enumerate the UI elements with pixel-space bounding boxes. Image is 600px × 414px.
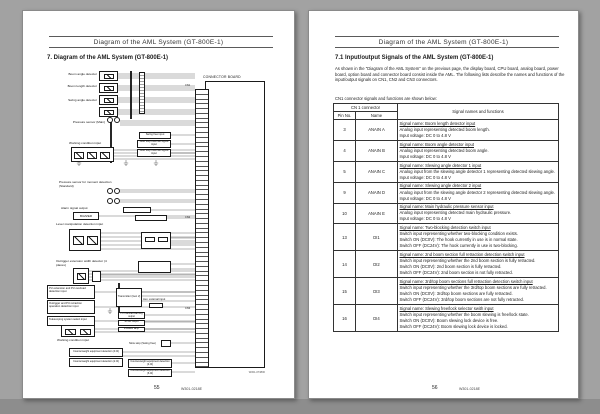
signal-name-line: Signal name: Slewing free/lock selector swith input <box>399 306 494 312</box>
indicator-lamp-box: Indicator lamp <box>118 327 145 333</box>
label-boom-length-detector: Boom length detector <box>67 84 97 88</box>
signal-desc-line: Analog input from the slewing angle detector 2 representing detected slewing angle. <box>399 189 556 195</box>
auto-stop-override-box-2: Auto stop override signal input <box>137 149 171 157</box>
cn1-signal-table <box>333 103 559 332</box>
output-relay-box <box>123 207 151 213</box>
signal-desc-line: Switch OFF (DC24V): 2nd boom section is not fully retracted. <box>399 270 513 276</box>
col-header-signal-names: Signal names and functions <box>398 104 558 120</box>
outrigger-retraction-input-box: Outrigger and PU retraction operation detection input <box>47 300 95 314</box>
name-cell: DI2 <box>356 251 398 278</box>
pu-extension-input-box: PU extension and PU overload detection input <box>47 285 95 299</box>
cn3-group-label: CN3 <box>185 307 191 310</box>
boom-angle-detector-box <box>99 71 118 81</box>
signal-desc-line: Switch input representing whether two-blocking condition exists. <box>399 231 518 237</box>
signal-desc-line: Input voltage: DC 0 to 4.8 V <box>399 216 451 222</box>
section-heading: 7.1 Input/output Signals of the AML System (GT-800E-1) <box>335 55 494 61</box>
signal-desc-line: Analog input representing detected boom length. <box>399 126 490 132</box>
switch-icon <box>74 152 84 159</box>
drawing-code: W301-073800 <box>248 371 265 374</box>
name-cell: ANAIN E <box>356 204 398 225</box>
page-header-title: Diagram of the AML System (GT-800E-1) <box>378 38 509 46</box>
name-cell: ANAIN A <box>356 120 398 141</box>
intro-paragraph: As shown in the "Diagram of the AML System" on the previous page, the display board, CPU board, analog board, power board, option board and connector board consist inside the AML. The following lists describe the names and functions of the input/output signals on CN1, CN2 and CN3 connectors. <box>335 66 565 83</box>
cn1-table-body <box>334 120 558 331</box>
relay-icon <box>158 237 168 242</box>
doc-code: W301-0218E <box>181 386 202 391</box>
potentiometer-icon <box>77 273 86 280</box>
boom-length-detector-box <box>99 83 118 93</box>
connector-pair-box <box>92 271 101 282</box>
signal-name-line: Signal name: Two-blocking detection switch input <box>399 225 491 231</box>
counterweight-detection-box-1: Counterweight equipment detection (0.0t) <box>69 348 123 357</box>
signal-desc-line: Analog input representing detected main hydraulic pressure. <box>399 210 512 216</box>
signal-desc-line: Input voltage: DC 0 to 4.8 V <box>399 153 451 159</box>
pressure-sensor-icon <box>107 198 113 204</box>
relay-icon <box>145 237 155 242</box>
section-heading: 7. Diagram of the AML System (GT-800E-1) <box>47 55 169 61</box>
pin-cell: 14 <box>334 251 356 278</box>
signal-name-line: Signal name: 3rd/top boom sections full retraction detection switch input <box>399 279 533 285</box>
signal-name-line: Signal name: Slewing angle detector 1 input <box>399 162 482 168</box>
pin-cell: 15 <box>334 278 356 305</box>
swing-free-input-box: Swing free input <box>139 132 171 139</box>
desc-cell <box>398 278 558 305</box>
name-cell: ANAIN D <box>356 183 398 204</box>
pressure-sensor-icon <box>114 188 120 194</box>
output-relay-box <box>138 261 171 273</box>
signal-name-line: Signal name: Main hydraulic pressure sensor input <box>399 204 494 210</box>
desc-cell <box>398 120 558 141</box>
working-condition-box-1 <box>71 147 114 162</box>
name-cell: DI3 <box>356 278 398 305</box>
transmitter-box: Transmitter (Gen 2) <box>116 288 142 307</box>
working-condition-box-2 <box>61 325 95 337</box>
desc-cell <box>398 224 558 251</box>
table-row <box>334 183 558 204</box>
signal-desc-line: Switch input representing whether the 2nd boom section is fully retracted. <box>399 258 536 264</box>
switch-icon <box>100 152 110 159</box>
outrigger-width-detector-box <box>73 268 89 284</box>
potentiometer-icon <box>104 110 114 115</box>
counterweight-detection-box-2: Counterweight equipment detection (2.0t) <box>69 358 123 367</box>
aml-wiring-diagram <box>23 11 294 398</box>
table-row <box>334 278 558 305</box>
table-row <box>334 141 558 162</box>
pu-overload-warning-output-box: PU overload warning output <box>118 312 145 319</box>
lever-detection-box <box>69 229 101 251</box>
label-aux-external-input: Aux. external input <box>143 298 166 301</box>
manual-page-55 <box>22 10 295 399</box>
table-row <box>334 305 558 331</box>
potentiometer-icon <box>104 74 114 79</box>
switch-icon <box>73 236 84 245</box>
switch-icon <box>87 236 98 245</box>
pin-tick <box>196 363 208 368</box>
switch-icon <box>80 329 91 335</box>
signal-name-line: Signal name: 2nd boom section full retraction detection switch input <box>399 252 525 258</box>
connector-board-box <box>205 81 265 368</box>
table-row <box>334 204 558 225</box>
connector-board-label: CONNECTOR BOARD <box>203 75 241 79</box>
signal-desc-line: Switch ON (DC0V): 2nd boom section is fully retracted. <box>399 264 502 270</box>
table-row <box>334 120 558 141</box>
desc-cell <box>398 141 558 162</box>
name-cell: DI1 <box>356 224 398 251</box>
aux-input-box <box>149 303 163 308</box>
signal-desc-line: Analog input from the slewing angle detector 1 representing detected slewing angle. <box>399 168 556 174</box>
label-pressure-sensor-moment: Pressure sensor for moment detection (Standard) <box>59 180 112 188</box>
label-pressure-sensor-main: Pressure sensor (Main) <box>72 120 105 124</box>
auto-stop-override-box-1: Auto stop override signal input <box>137 140 171 148</box>
label-boom-angle-detector: Boom angle detector <box>68 72 97 76</box>
label-working-condition-input-2: Working condition input <box>57 338 90 342</box>
signal-desc-line: Switch OFF (DC24V): 3rd/top boom sections are not fully retracted. <box>399 297 525 303</box>
pin-cell: 3 <box>334 120 356 141</box>
pin-cell: 13 <box>334 224 356 251</box>
label-slow-stop: Slow stop (Swing free) <box>129 342 156 345</box>
signal-desc-line: Switch OFF (DC24V): The hook currently in use is two-blocking. <box>399 243 518 249</box>
name-cell: ANAIN C <box>356 162 398 183</box>
pin-cell: 10 <box>334 204 356 225</box>
swing-angle-detector-box-1 <box>99 95 118 105</box>
signal-desc-line: Switch ON (DC0V): Boom slewing lock device is free. <box>399 318 499 324</box>
desc-cell <box>398 305 558 331</box>
buzzer-box: BUZZER <box>73 212 99 220</box>
telescoping-select-input-box: Telescoping system select input <box>47 316 95 326</box>
signal-name-line: Signal name: Boom length detector input <box>399 120 476 126</box>
header-rule-bottom <box>335 47 559 48</box>
signal-desc-line: Input voltage: DC 0 to 4.8 V <box>399 132 451 138</box>
header-rule-top <box>335 36 559 37</box>
table-header <box>334 104 558 120</box>
desc-cell <box>398 204 558 225</box>
label-swing-angle-detector: Swing angle detector <box>68 98 97 102</box>
signal-desc-line: Switch ON (DC0V): The hook currently in use is in normal state. <box>399 237 518 243</box>
pressure-sensor-icon <box>114 198 120 204</box>
swing-angle-detector-box-2 <box>99 107 118 117</box>
counterweight-detection-box-3: Counterweight equipment detection (4.0t) <box>128 359 172 368</box>
signal-desc-line: Switch OFF (DC24V): Boom slewing lock device is locked. <box>399 324 508 330</box>
col-header-name: Name <box>356 112 398 120</box>
table-row <box>334 251 558 278</box>
slow-stop-relay-box <box>141 232 171 249</box>
potentiometer-icon <box>104 98 114 103</box>
signal-name-line: Signal name: Boom angle detector input <box>399 141 474 147</box>
pin-cell: 4 <box>334 141 356 162</box>
pin-cell: 5 <box>334 162 356 183</box>
bottom-gray-band <box>0 399 600 414</box>
signal-desc-line: Analog input representing detected boom angle. <box>399 147 489 153</box>
jib-set-output-box: Jib set output <box>118 320 145 326</box>
cn2-group-label: CN2 <box>185 216 191 219</box>
signal-desc-line: Input voltage: DC 0 to 4.8 V <box>399 195 451 201</box>
doc-code: W301-0218E <box>459 386 480 391</box>
col-header-pin-no: Pin No. <box>334 112 356 120</box>
label-lever-manipulation: Lever manipulation detection input <box>56 222 104 226</box>
switch-icon <box>87 152 97 159</box>
output-relay-box <box>135 215 167 221</box>
label-working-condition-input-1: Working condition input <box>69 141 102 145</box>
signal-name-line: Signal name: Slewing angle detector 2 input <box>399 183 482 189</box>
name-cell: ANAIN B <box>356 141 398 162</box>
pressure-sensor-icon <box>107 117 113 123</box>
signal-desc-line: Switch input representing whether the 3rd/top boom sections are fully retracted. <box>399 285 547 291</box>
signal-desc-line: Switch ON (DC0V): 3rd/top boom sections are fully retracted. <box>399 291 513 297</box>
pin-strip <box>195 89 209 368</box>
table-row <box>334 162 558 183</box>
signal-desc-line: Input voltage: DC 0 to 4.8 V <box>399 174 451 180</box>
table-row <box>334 224 558 251</box>
intermediate-connector-strip <box>139 72 145 114</box>
name-cell: DI4 <box>356 305 398 331</box>
signal-desc-line: Switch input representing whether the boom slewing is free/lock state. <box>399 312 529 318</box>
counterweight-detection-box-4: Counterweight equipment detection (6.0t) <box>128 369 172 377</box>
label-outrigger-width-detector: Outrigger extension width detector (4 places) <box>56 259 107 267</box>
switch-icon <box>65 329 76 335</box>
pin-cell: 16 <box>334 305 356 331</box>
desc-cell <box>398 162 558 183</box>
manual-page-56 <box>308 10 579 399</box>
page-number: 55 <box>154 385 160 391</box>
desc-cell <box>398 183 558 204</box>
desc-cell <box>398 251 558 278</box>
pressure-sensor-icon <box>107 188 113 194</box>
col-header-cn1-connector: CN 1 connector <box>334 104 398 112</box>
page-header-title: Diagram of the AML System (GT-800E-1) <box>93 38 224 46</box>
potentiometer-icon <box>104 86 114 91</box>
pin-cell: 9 <box>334 183 356 204</box>
cn1-group-label: CN1 <box>185 84 191 87</box>
slow-stop-box <box>161 340 171 347</box>
label-alarm-signal-output: Alarm signal output <box>61 206 88 210</box>
pressure-sensor-icon <box>114 117 120 123</box>
table-intro-line: CN1 connector signals and functions are shown below: <box>335 96 437 101</box>
page-number: 56 <box>432 385 438 391</box>
